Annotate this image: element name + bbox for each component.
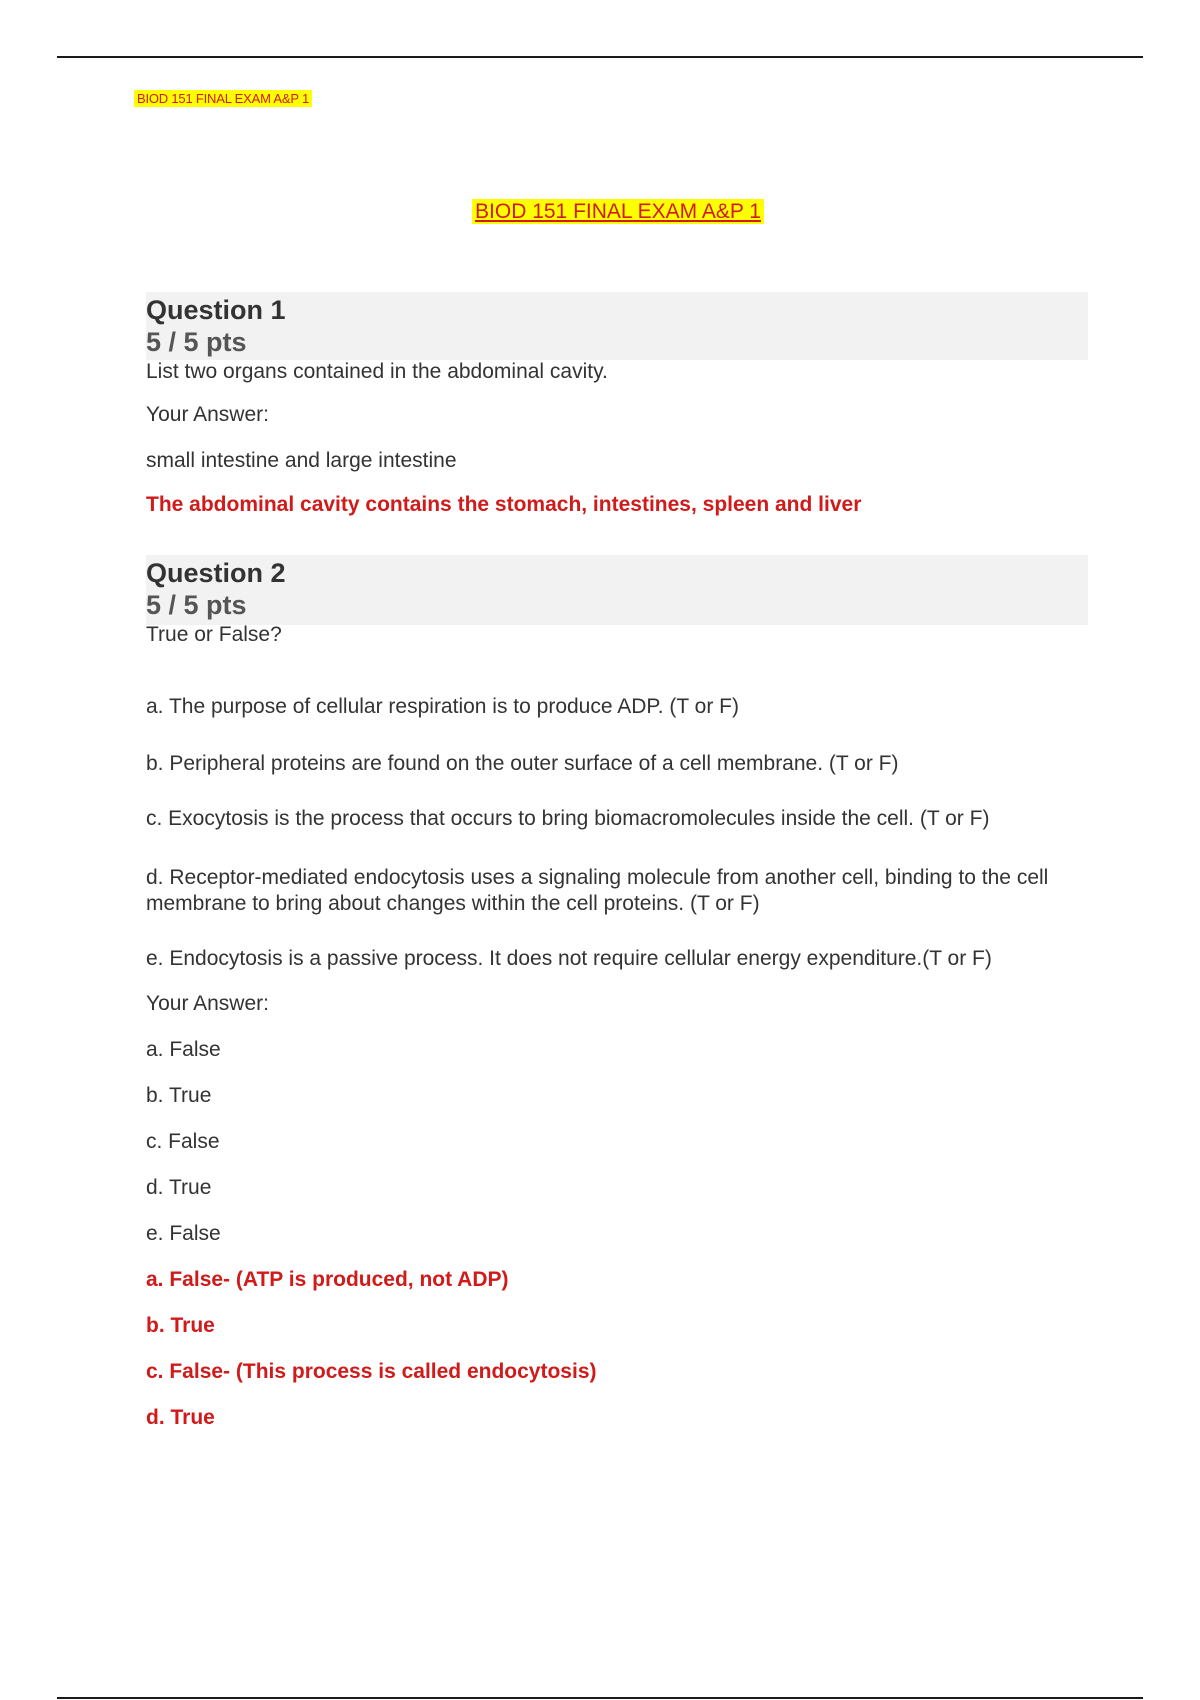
question-2-points: 5 / 5 pts [146, 590, 247, 620]
question-2-header [146, 555, 1088, 625]
question-1-feedback: The abdominal cavity contains the stomach, intestines, spleen and liver [146, 493, 862, 516]
question-1-prompt: List two organs contained in the abdominal cavity. [146, 360, 608, 383]
answer-c: c. False [146, 1130, 220, 1153]
answer-b: b. True [146, 1084, 212, 1107]
question-2-prompt: True or False? [146, 623, 282, 646]
feedback-a: a. False- (ATP is produced, not ADP) [146, 1268, 509, 1291]
running-header: BIOD 151 FINAL EXAM A&P 1 [134, 90, 312, 107]
feedback-b: b. True [146, 1314, 215, 1337]
exam-content [146, 292, 1088, 1431]
statement-d: d. Receptor-mediated endocytosis uses a signaling molecule from another cell, binding to the cell membrane to bring about changes within the cell proteins. (T or F) [146, 866, 1049, 915]
question-1-points: 5 / 5 pts [146, 327, 247, 357]
answer-a: a. False [146, 1038, 221, 1061]
statement-e: e. Endocytosis is a passive process. It does not require cellular energy expenditure.(T or F) [146, 947, 992, 970]
feedback-c: c. False- (This process is called endocytosis) [146, 1360, 597, 1383]
document-title: BIOD 151 FINAL EXAM A&P 1 [472, 199, 764, 224]
question-2-answer-label: Your Answer: [146, 992, 269, 1015]
statement-b: b. Peripheral proteins are found on the outer surface of a cell membrane. (T or F) [146, 752, 899, 775]
question-1-answer-label: Your Answer: [146, 403, 269, 426]
answer-e: e. False [146, 1222, 221, 1245]
answer-d: d. True [146, 1176, 212, 1199]
question-1-answer: small intestine and large intestine [146, 449, 457, 472]
bottom-rule [57, 1697, 1143, 1699]
document-title-wrap [0, 200, 1200, 224]
statement-c: c. Exocytosis is the process that occurs to bring biomacromolecules inside the cell. (T or F) [146, 807, 990, 830]
statement-a: a. The purpose of cellular respiration is to produce ADP. (T or F) [146, 695, 739, 718]
question-1 [146, 292, 1088, 518]
question-1-title: Question 1 [146, 295, 286, 325]
question-1-header [146, 292, 1088, 360]
feedback-d: d. True [146, 1406, 215, 1429]
question-2 [146, 555, 1088, 1431]
top-rule [57, 56, 1143, 58]
question-2-title: Question 2 [146, 558, 286, 588]
